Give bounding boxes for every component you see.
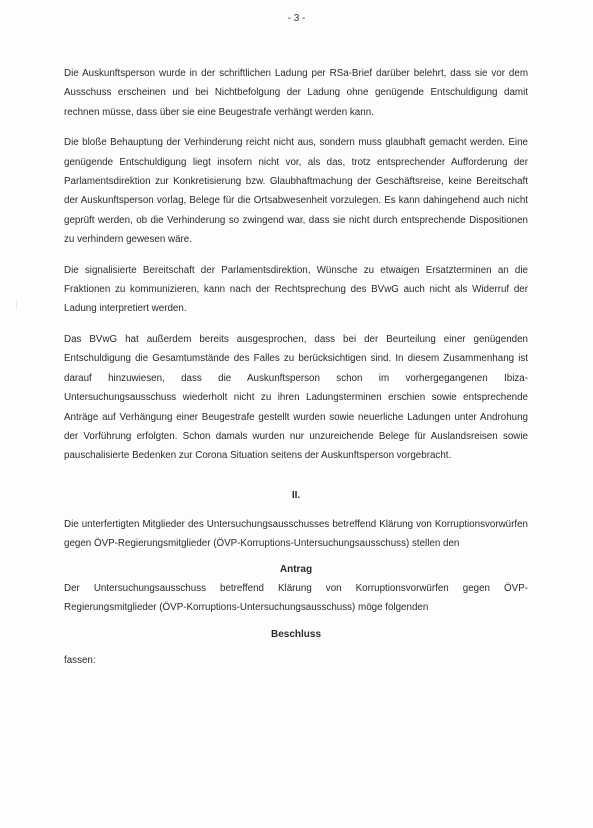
paragraph-antrag: Der Untersuchungsausschuss betreffend Klärung von Korruptionsvorwürfen gegen ÖVP-Regierungsmitglieder (ÖVP-Korruptions-Untersuchungsausschuss) möge folgenden bbox=[64, 582, 528, 613]
paragraph-summons-notice: Die Auskunftsperson wurde in der schriftlichen Ladung per RSa-Brief darüber belehrt, dass sie vor dem Ausschuss erscheinen und bei Nichtbefolgung der Ladung ohne genügende Entschuldigung damit rechnen müsse, dass über sie eine Beugestrafe verhängt werden kann. bbox=[64, 68, 528, 118]
paragraph-excuse-insufficient: Die bloße Behauptung der Verhinderung reicht nicht aus, sondern muss glaubhaft gemacht werden. Eine genügende Entschuldigung liegt insofern nicht vor, als das, trotz entsprechender Aufforderung der Parlamentsdirektion zur Konkretisierung bzw. Glaubhaftmachung der Geschäftsreise, keine Bereitschaft der Auskunftsperson vorlag, Belege für die Ortsabwesenheit vorzulegen. Es kann dahingehend auch nicht geprüft werden, ob die Verhinderung so zwingend war, dass sie nicht durch entsprechende Dispositionen zu verhindern gewesen wäre. bbox=[64, 137, 528, 246]
page-number: - 3 - bbox=[287, 13, 306, 24]
paragraph-bvwg-ruling: Das BVwG hat außerdem bereits ausgesprochen, dass bei der Beurteilung einer genügenden Entschuldigung die Gesamtumstände des Falles zu berücksichtigen sind. In diesem Zusammenhang ist darauf hinzuwiesen, dass die Auskunftsperson schon im vorhergegangenen Ibiza- Untersuchungsausschuss wiederholt nicht zu ihren Ladungsterminen erschien sowie entsprechende Anträge auf Verhängung einer Beugestrafe gestellt wurden sowie neuerliche Ladungen unter Androhung der Vorführung erfolgten. Schon damals wurden nur unzureichende Belege für Auslandsreisen sowie pauschalisierte Bedenken zur Corona Situation seitens der Auskunftsperson vorgebracht. bbox=[64, 333, 528, 462]
paragraph-members-intro: Die unterfertigten Mitglieder des Untersuchungsausschusses betreffend Klärung von Korruptionsvorwürfen gegen ÖVP-Regierungsmitglieder (ÖVP-Korruptions-Untersuchungsausschuss) stellen den bbox=[64, 518, 528, 550]
document-body bbox=[64, 64, 528, 669]
scan-edge-mark bbox=[16, 300, 23, 310]
section-heading: II. bbox=[291, 489, 301, 501]
closing-text: fassen: bbox=[64, 655, 96, 667]
antrag-heading: Antrag bbox=[279, 563, 313, 575]
paragraph-alternate-dates: Die signalisierte Bereitschaft der Parlamentsdirektion, Wünsche zu etwaigen Ersatzterminen an die Fraktionen zu kommunizieren, kann nach der Rechtsprechung des BVwG auch nicht als Widerruf der Ladung interpretiert werden. bbox=[64, 264, 528, 315]
beschluss-heading: Beschluss bbox=[270, 629, 322, 641]
